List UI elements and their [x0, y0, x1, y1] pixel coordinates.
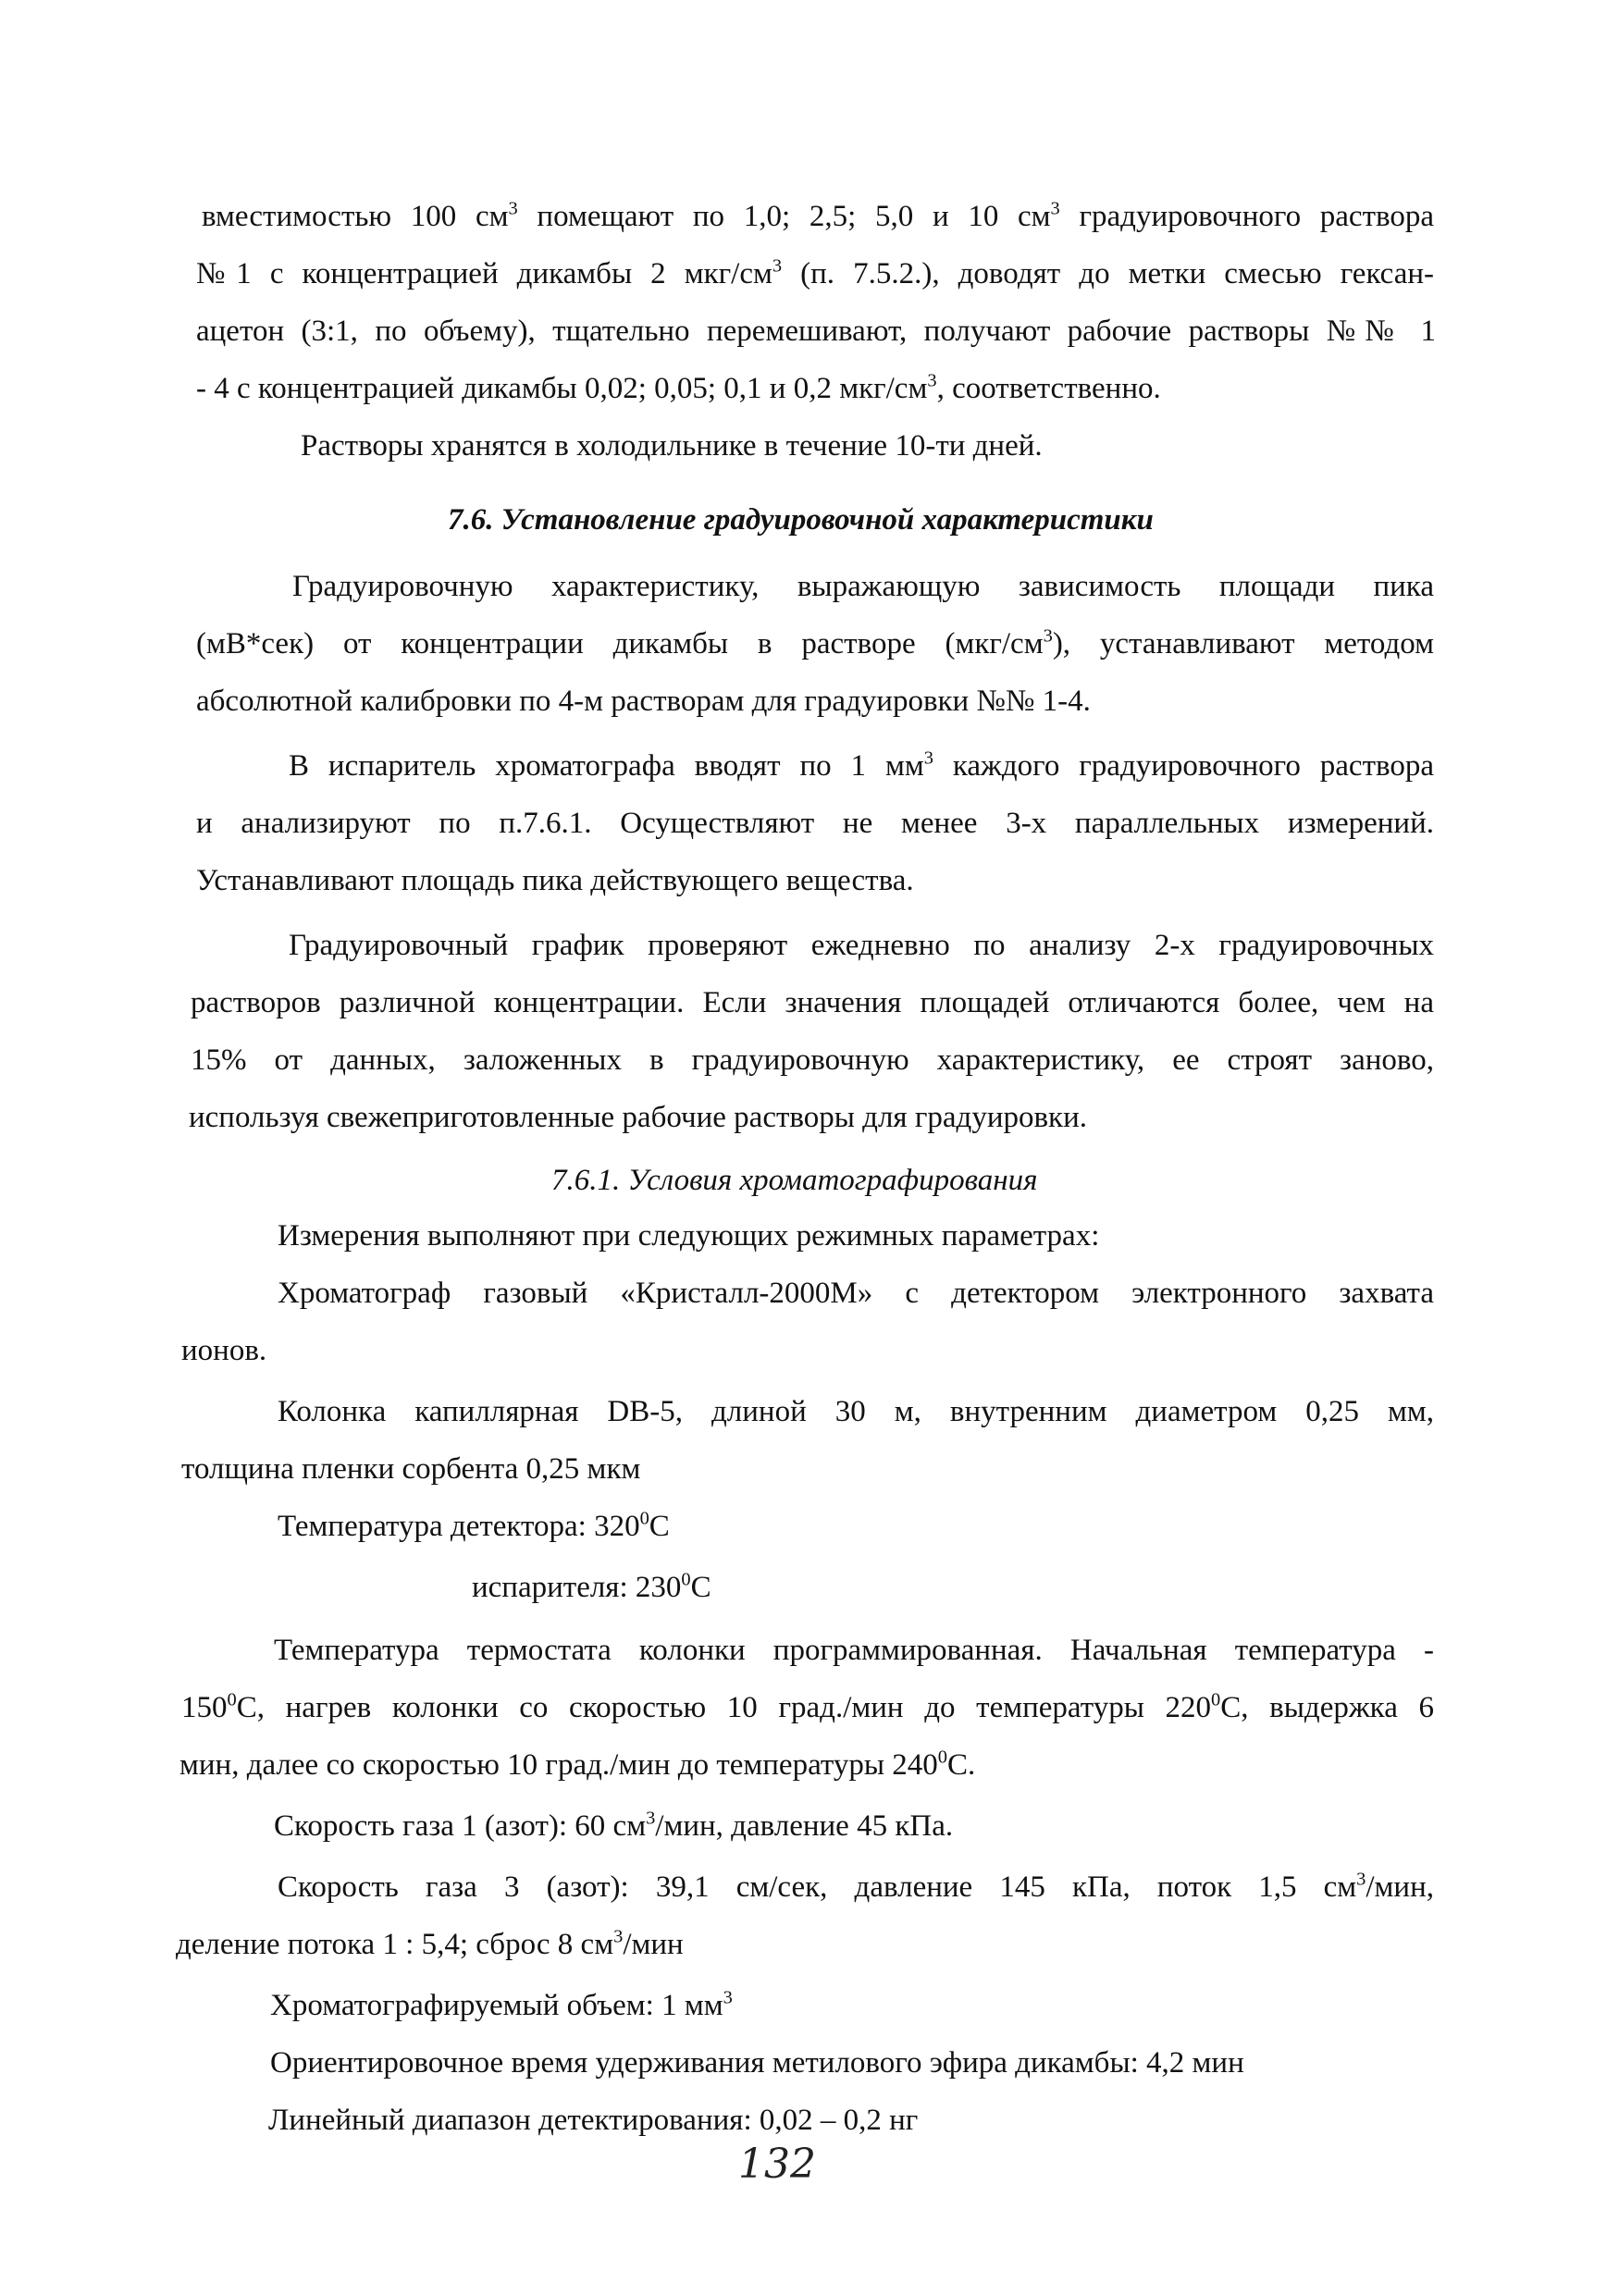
- section-heading-7-6: 7.6. Установление градуировочной характеристики: [448, 503, 1154, 537]
- text-line: ацетон (3:1, по объему), тщательно перемешивают, получают рабочие растворы №№ 1: [196, 315, 1436, 348]
- section-heading-7-6-1: 7.6.1. Условия хроматографирования: [551, 1164, 1038, 1197]
- text-line: Устанавливают площадь пика действующего вещества.: [196, 864, 914, 897]
- text-line: Скорость газа 1 (азот): 60 $см^3$/мин, давление 45 кПа.: [274, 1808, 954, 1843]
- text-line: Растворы хранятся в холодильнике в течение 10-ти дней.: [301, 429, 1043, 463]
- text-line: Линейный диапазон детектирования: 0,02 – 0,2 нг: [268, 2104, 919, 2137]
- text-line: Измерения выполняют при следующих режимных параметрах:: [278, 1219, 1100, 1253]
- text-line: Колонка капиллярная DB-5, длиной 30 м, внутренним диаметром 0,25 мм,: [278, 1395, 1434, 1428]
- page-number: 132: [738, 2141, 816, 2188]
- text-line: Хроматографируемый объем: 1 $мм^3$: [270, 1987, 733, 2022]
- text-line: Градуировочный график проверяют ежедневно по анализу 2-х градуировочных: [289, 929, 1434, 962]
- text-line: ионов.: [181, 1334, 267, 1367]
- text-line: Скорость газа 3 (азот): 39,1 см/сек, давление 145 кПа, поток 1,5 $см^3$/мин,: [278, 1869, 1434, 1904]
- text-line: Температура термостата колонки программированная. Начальная температура -: [274, 1634, 1434, 1667]
- text-line: толщина пленки сорбента 0,25 мкм: [181, 1452, 641, 1486]
- text-line: Хроматограф газовый «Кристалл-2000М» с детектором электронного захвата: [278, 1277, 1434, 1310]
- text-line: абсолютной калибровки по 4-м растворам для градуировки №№ 1-4.: [196, 685, 1091, 718]
- text-line: - 4 с концентрацией дикамбы 0,02; 0,05; 0,1 и 0,2 мкг/$см^3$, соответственно.: [196, 370, 1161, 405]
- text-line: (мВ*сек) от концентрации дикамбы в растворе $(мкг/см^3)$, устанавливают методом: [196, 625, 1435, 660]
- text-line: №1 с концентрацией дикамбы 2 мкг/$см^3$ (п. 7.5.2.), доводят до метки смесью гексан-: [196, 255, 1435, 290]
- text-line: 15% от данных, заложенных в градуировочную характеристику, ее строят заново,: [191, 1043, 1434, 1077]
- text-line: В испаритель хроматографа вводят по 1 $мм^3$ каждого градуировочного раствора: [289, 747, 1434, 783]
- text-line: используя свежеприготовленные рабочие растворы для градуировки.: [189, 1101, 1088, 1134]
- text-line: растворов различной концентрации. Если значения площадей отличаются более, чем на: [191, 986, 1434, 1019]
- text-line: испарителя: $230^0С$: [472, 1569, 711, 1604]
- text-line: мин, далее со скоростью 10 град./мин до температуры $240^0С$.: [179, 1747, 976, 1782]
- text-line: и анализируют по п.7.6.1. Осуществляют не менее 3-х параллельных измерений.: [196, 807, 1434, 840]
- text-line: Температура детектора: $320^0С$: [278, 1508, 670, 1543]
- text-line: вместимостью 100 $см^3$ помещают по 1,0; 2,5; 5,0 и 10 $см^3$ градуировочного раствора: [202, 198, 1434, 233]
- text-line: деление потока 1 : 5,4; сброс 8 $см^3$/мин: [176, 1926, 684, 1961]
- text-line: Градуировочную характеристику, выражающую зависимость площади пика: [292, 570, 1434, 603]
- text-line: Ориентировочное время удерживания метилового эфира дикамбы: 4,2 мин: [270, 2046, 1244, 2080]
- text-line: $150^0С$, нагрев колонки со скоростью 10 град./мин до температуры $220^0С$, выдержка 6: [181, 1689, 1434, 1724]
